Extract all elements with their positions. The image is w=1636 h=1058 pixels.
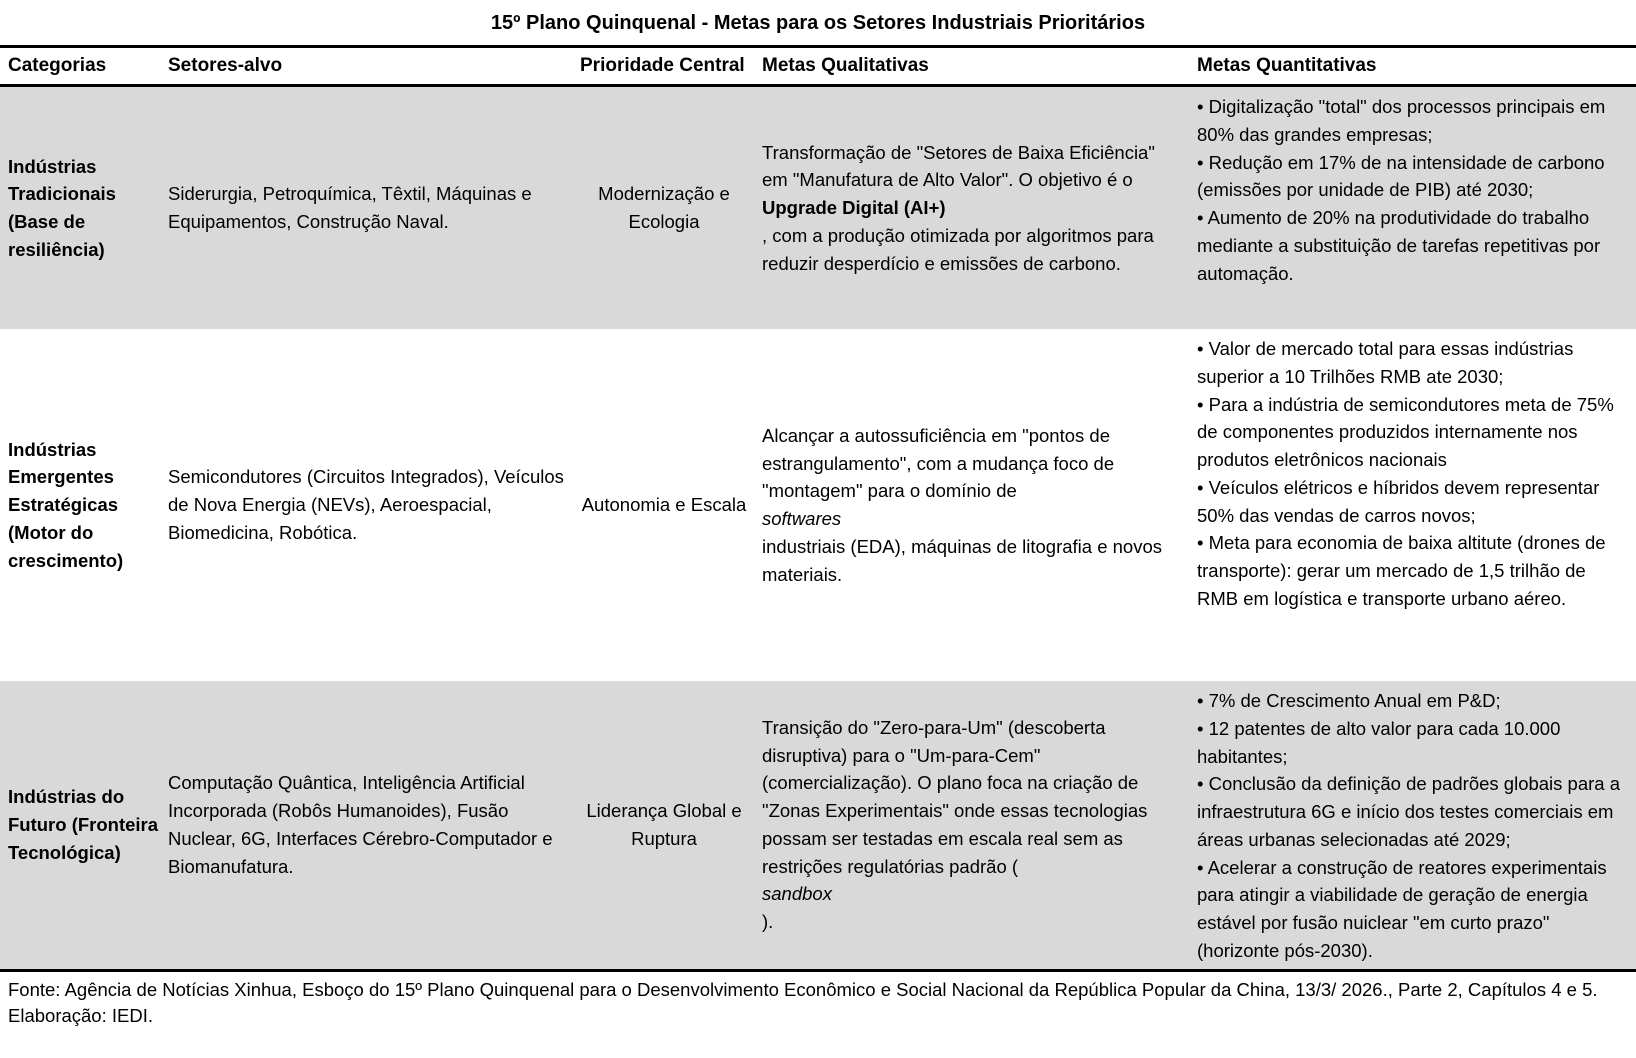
cell-categoria: Indústrias Tradicionais (Base de resiliência) — [8, 155, 116, 260]
cell-prioridade: Autonomia e Escala — [581, 494, 747, 516]
bullet-item: • Conclusão da definição de padrões globais para a infraestrutura 6G e início dos testes comerciais em áreas urbanas selecionadas até 2029; — [1197, 773, 1621, 850]
bullet-item: • Acelerar a construção de reatores experimentais para atingir a viabilidade de geração de energia estável por fusão nuiclear "em curto prazo" (horizonte pós-2030). — [1197, 856, 1607, 961]
bullet-item: • Veículos elétricos e híbridos devem representar 50% das vendas de carros novos; — [1197, 476, 1600, 526]
header-prioridade-central: Prioridade Central — [580, 55, 745, 76]
cell-metas-qualitativas: Alcançar a autossuficiência em "pontos de estrangulamento", com a mudança foco de "montagem" para o domínio de softwares industriais (EDA), máquinas de litografia e novos materiais. — [762, 424, 1162, 585]
cell-setores: Semicondutores (Circuitos Integrados), Veículos de Nova Energia (NEVs), Aeroespacial, Biomedicina, Robótica. — [168, 466, 564, 543]
cell-categoria: Indústrias Emergentes Estratégicas (Motor do crescimento) — [8, 438, 124, 571]
cell-metas-quantitativas — [1194, 681, 1628, 969]
cell-setores: Siderurgia, Petroquímica, Têxtil, Máquinas e Equipamentos, Construção Naval. — [168, 183, 532, 232]
source-note: Fonte: Agência de Notícias Xinhua, Esboço do 15º Plano Quinquenal para o Desenvolvimento Econômico e Social Nacional da República Popular da China, 13/3/ 2026., Parte 2, Capítulos 4 e 5. — [8, 978, 1598, 1000]
page-title: 15º Plano Quinquenal - Metas para os Setores Industriais Prioritários — [490, 12, 1146, 34]
table-row-industrias-tradicionais — [0, 87, 1636, 329]
bullet-item: • Valor de mercado total para essas indústrias superior a 10 Trilhões RMB ate 2030; — [1197, 338, 1574, 387]
data-table — [0, 45, 1636, 972]
header-setores-alvo: Setores-alvo — [168, 55, 283, 76]
header-metas-quantitativas: Metas Quantitativas — [1197, 55, 1377, 76]
bullet-item: • Digitalização "total" dos processos principais em 80% das grandes empresas; — [1197, 96, 1606, 145]
elaboration-note: Elaboração: IEDI. — [8, 1005, 153, 1027]
bullet-item: • 12 patentes de alto valor para cada 10.000 habitantes; — [1197, 717, 1561, 767]
header-categorias: Categorias — [8, 55, 107, 76]
table-row-industrias-emergentes — [0, 329, 1636, 681]
cell-metas-quantitativas — [1194, 329, 1628, 681]
bullet-item: • Meta para economia de baixa altitute (drones de transporte): gerar um mercado de 1,5 trilhão de RMB em logística e transporte urbano aéreo. — [1197, 532, 1606, 609]
bullet-item: • Para a indústria de semicondutores meta de 75% de componentes produzidos internamente nos produtos eletrônicos nacionais — [1197, 393, 1614, 470]
bullet-item: • Aumento de 20% na produtividade do trabalho mediante a substituição de tarefas repetitivas por automação. — [1197, 207, 1601, 284]
cell-prioridade: Modernização e Ecologia — [598, 183, 730, 232]
bullet-item: • Redução em 17% de na intensidade de carbono (emissões por unidade de PIB) até 2030; — [1197, 151, 1605, 201]
header-metas-qualitativas: Metas Qualitativas — [762, 55, 929, 76]
cell-metas-qualitativas: Transformação de "Setores de Baixa Eficiência" em "Manufatura de Alto Valor". O objetivo é o Upgrade Digital (AI+) , com a produção otimizada por algoritmos para reduzir desperdício e emissões de carbono. — [762, 141, 1155, 274]
cell-metas-quantitativas — [1194, 87, 1628, 329]
cell-categoria: Indústrias do Futuro (Fronteira Tecnológica) — [8, 786, 159, 863]
cell-prioridade: Liderança Global e Ruptura — [586, 800, 742, 849]
table-row-industrias-do-futuro — [0, 681, 1636, 972]
table-footer — [0, 972, 1636, 1031]
cell-metas-qualitativas: Transição do "Zero-para-Um" (descoberta disruptiva) para o "Um-para-Cem" (comercialização). O plano foca na criação de "Zonas Experimentais" onde essas tecnologias possam ser testadas em escala real sem as restrições regulatórias padrão ( sandbox ). — [762, 716, 1148, 932]
table-header-row — [0, 48, 1636, 87]
cell-setores: Computação Quântica, Inteligência Artificial Incorporada (Robôs Humanoides), Fusão Nuclear, 6G, Interfaces Cérebro-Computador e Biomanufatura. — [168, 772, 553, 877]
bullet-item: • 7% de Crescimento Anual em P&D; — [1197, 690, 1501, 711]
